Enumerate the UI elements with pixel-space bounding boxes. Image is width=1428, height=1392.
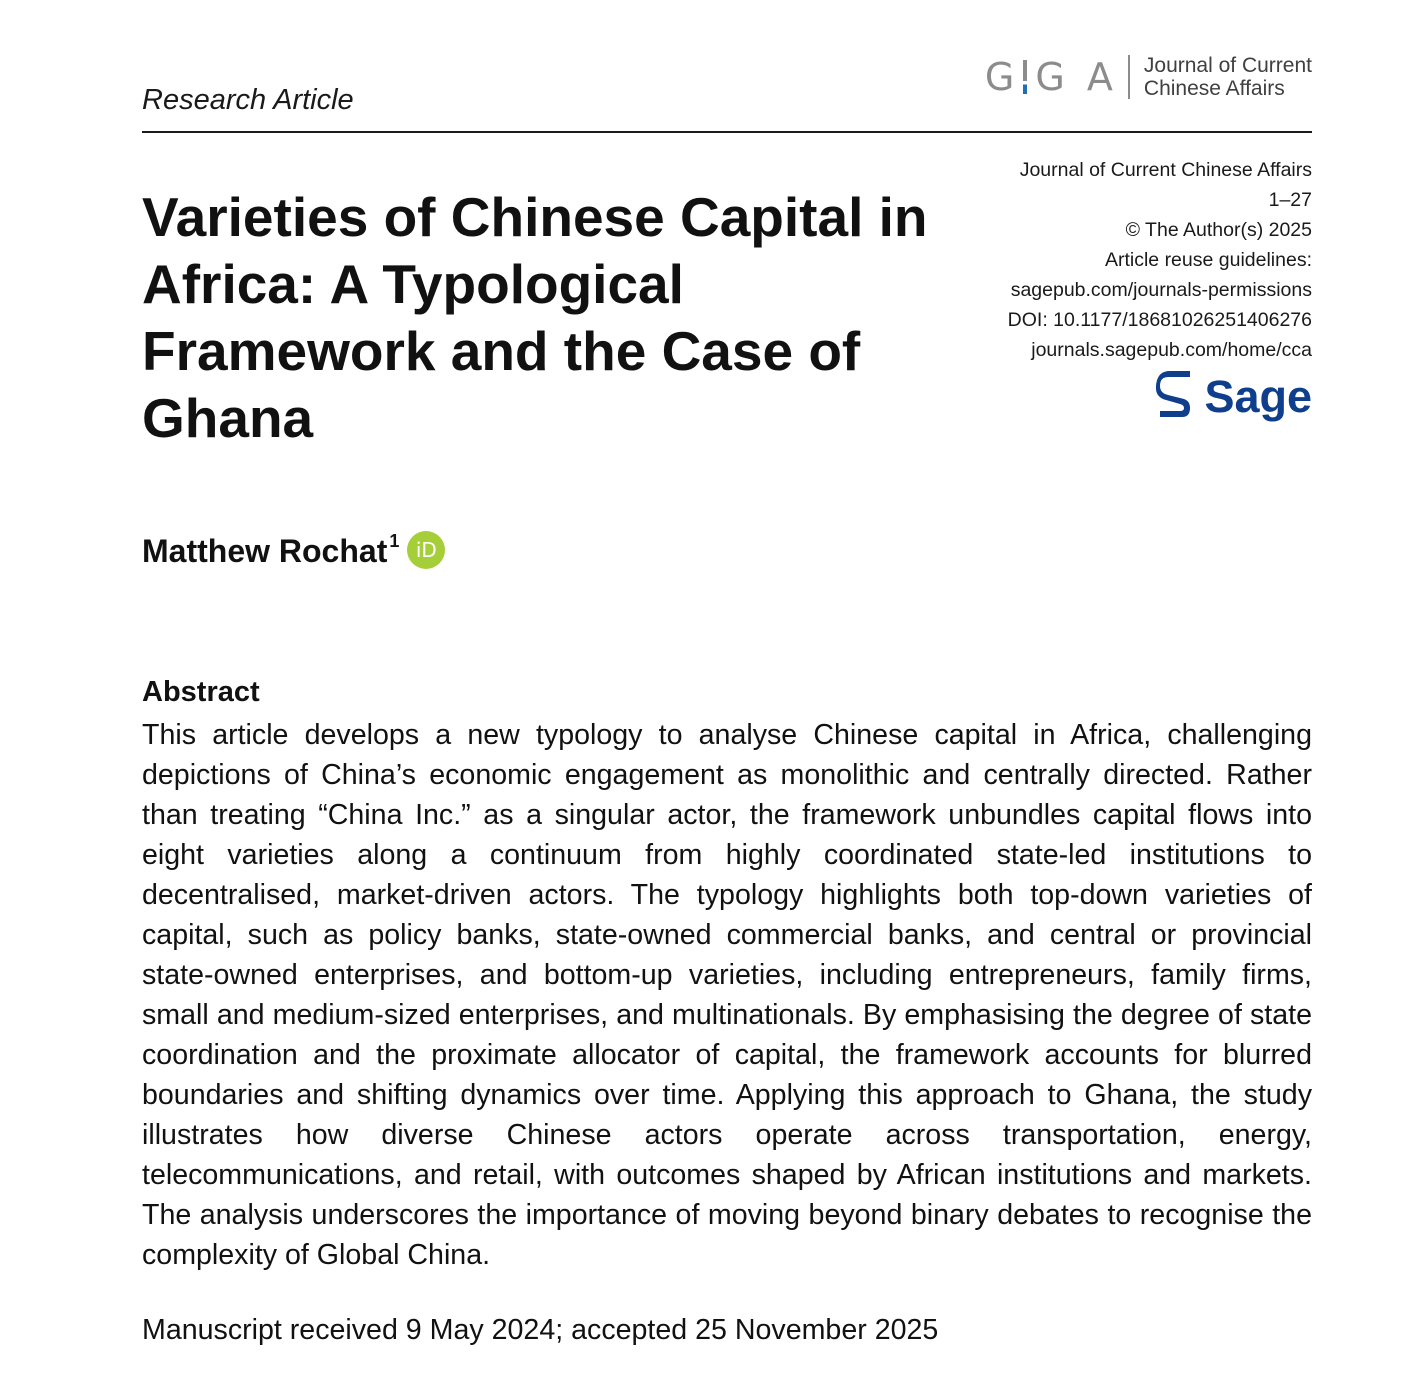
abstract-heading: Abstract bbox=[142, 676, 260, 708]
affiliation-mark: 1 bbox=[389, 531, 400, 551]
sage-s-icon bbox=[1156, 371, 1196, 423]
abstract-text: This article develops a new typology to analyse Chinese capital in Africa, challenging depictions of China’s economic engagement as monolithic and centrally directed. Rather than treating “China Inc.” as a singular actor, the framework unbundles capital flows into eight varieties along a continuum from highly coordinated state-led institutions to decentralised, market-driven actors. The typology highlights both top-down varieties of capital, such as policy banks, state-owned commercial banks, and central or provincial state-owned enterprises, and bottom-up varieties, including entrepreneurs, family firms, small and medium-sized enterprises, and multinationals. By emphasising the degree of state coordination and the proximate allocator of capital, the framework accounts for blurred boundaries and shifting dynamics over time. Applying this approach to Ghana, the study illustrates how diverse Chinese actors operate across transportation, energy, telecommunications, and retail, with outcomes shaped by African institutions and markets. The analysis underscores the importance of moving beyond binary debates to recognise the complexity of Global China. bbox=[142, 719, 1312, 1271]
giga-logo bbox=[985, 54, 1312, 100]
author-name[interactable]: Matthew Rochat bbox=[142, 533, 388, 569]
sage-logo bbox=[1156, 371, 1312, 423]
giga-journal-line2: Chinese Affairs bbox=[1143, 77, 1285, 100]
article-type-label: Research Article bbox=[142, 84, 354, 116]
article-first-page bbox=[142, 0, 1312, 1392]
orcid-icon[interactable]: iD bbox=[407, 531, 445, 569]
reuse-link[interactable]: sagepub.com/journals-permissions bbox=[1010, 279, 1312, 301]
author-line bbox=[142, 533, 445, 570]
header-rule bbox=[142, 131, 1312, 133]
journal-home-link[interactable]: journals.sagepub.com/home/cca bbox=[1031, 339, 1312, 361]
sage-wordmark: Sage bbox=[1204, 371, 1312, 422]
manuscript-dates: Manuscript received 9 May 2024; accepted 25 November 2025 bbox=[142, 1314, 939, 1346]
copyright: © The Author(s) 2025 bbox=[1125, 219, 1312, 241]
page-range: 1–27 bbox=[1268, 189, 1312, 211]
journal-info bbox=[1008, 155, 1312, 365]
journal-name: Journal of Current Chinese Affairs bbox=[1019, 159, 1312, 181]
giga-journal-line1: Journal of Current bbox=[1143, 54, 1312, 77]
giga-letters-ga: G A bbox=[1035, 55, 1118, 99]
doi[interactable]: DOI: 10.1177/18681026251406276 bbox=[1007, 309, 1312, 331]
giga-i-bar-icon bbox=[1023, 60, 1027, 94]
giga-wordmark bbox=[985, 57, 1118, 97]
giga-letter-g: G bbox=[984, 55, 1020, 99]
reuse-label: Article reuse guidelines: bbox=[1104, 249, 1312, 271]
logo-divider bbox=[1128, 55, 1130, 99]
giga-journal-name bbox=[1144, 54, 1312, 100]
article-title: Varieties of Chinese Capital in Africa: A Typological Framework and the Case of Ghana bbox=[142, 186, 928, 449]
